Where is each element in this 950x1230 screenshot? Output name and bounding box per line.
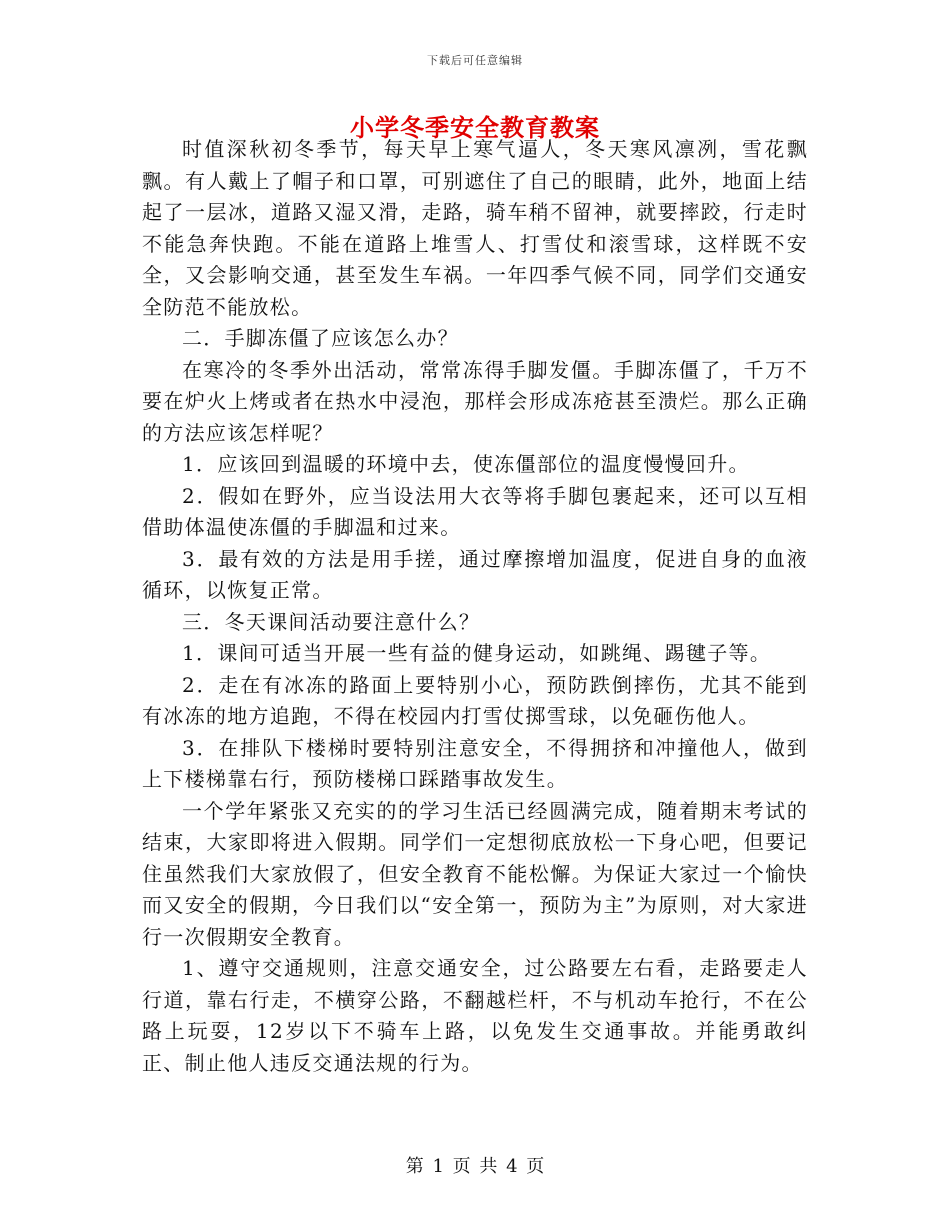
list-item: 2．假如在野外，应当设法用大衣等将手脚包裹起来，还可以互相借助体温使冻僵的手脚温和过来。 [142, 483, 808, 539]
list-item: 3．在排队下楼梯时要特别注意安全，不得拥挤和冲撞他人，做到上下楼梯靠右行，预防楼梯口踩踏事故发生。 [142, 735, 808, 791]
section-heading-frozen-hands: 二．手脚冻僵了应该怎么办？ [182, 326, 459, 350]
body-paragraph-intro: 时值深秋初冬季节，每天早上寒气逼人，冬天寒风凛冽，雪花飘飘。有人戴上了帽子和口罩，可别遮住了自己的眼睛，此外，地面上结起了一层冰，道路又湿又滑，走路，骑车稍不留神，就要摔跤，行走时不能急奔快跑。不能在道路上堆雪人、打雪仗和滚雪球，这样既不安全，又会影响交通，甚至发生车祸。一年四季气候不同，同学们交通安全防范不能放松。 [142, 137, 808, 319]
document-title: 小学冬季安全教育教案 [350, 113, 600, 142]
list-item: 3．最有效的方法是用手搓，通过摩擦增加温度，促进自身的血液循环，以恢复正常。 [142, 546, 808, 602]
body-paragraph: 在寒冷的冬季外出活动，常常冻得手脚发僵。手脚冻僵了，千万不要在炉火上烤或者在热水中浸泡，那样会形成冻疮甚至溃烂。那么正确的方法应该怎样呢？ [142, 357, 808, 445]
section-heading-recess-activities: 三．冬天课间活动要注意什么？ [182, 609, 481, 634]
document-body [142, 134, 808, 1079]
body-paragraph-holiday: 一个学年紧张又充实的的学习生活已经圆满完成，随着期末考试的结束，大家即将进入假期。同学们一定想彻底放松一下身心吧，但要记住虽然我们大家放假了，但安全教育不能松懈。为保证大家过一个愉快而又安全的假期，今日我们以“安全第一，预防为主”为原则，对大家进行一次假期安全教育。 [142, 798, 808, 949]
page-header-note: 下载后可任意编辑 [427, 54, 523, 67]
list-item: 2．走在有冰冻的路面上要特别小心，预防跌倒摔伤，尤其不能到有冰冻的地方追跑，不得在校园内打雪仗掷雪球，以免砸伤他人。 [142, 672, 808, 728]
list-item: 1．课间可适当开展一些有益的健身运动，如跳绳、踢毽子等。 [182, 641, 772, 665]
list-item: 1．应该回到温暖的环境中去，使冻僵部位的温度慢慢回升。 [182, 452, 750, 476]
list-item: 1、遵守交通规则，注意交通安全，过公路要左右看，走路要走人行道，靠右行走，不横穿公路，不翻越栏杆，不与机动车抢行，不在公路上玩耍，12岁以下不骑车上路，以免发生交通事故。并能勇敢纠正、制止他人违反交通法规的行为。 [142, 956, 808, 1075]
page-number-footer: 第 1 页 共 4 页 [405, 1156, 545, 1177]
